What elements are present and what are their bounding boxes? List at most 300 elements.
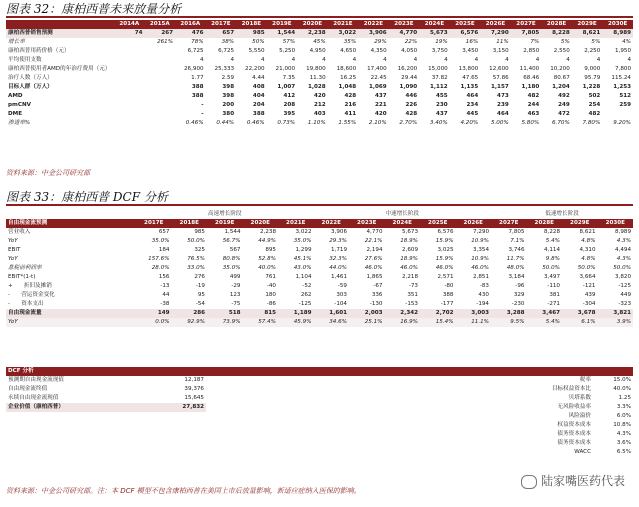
figure-33-source: 资料来源：中金公司研究部。注：本 DCF 模型不包含康柏西普在美国上市后放量影响，新适应症纳入医保的影响。 (6, 487, 361, 495)
table-cell: 27,832 (126, 403, 206, 412)
table-cell: 4 (291, 57, 296, 63)
table-row (6, 246, 633, 255)
table-cell: 预测期自由现金流现值 (8, 377, 64, 383)
table-cell: 息税前利润率 (8, 265, 42, 271)
table-cell: 10.9% (471, 238, 489, 244)
table-cell (6, 439, 126, 448)
table-cell: 2021E (278, 219, 314, 228)
table-cell: 增长率 (8, 39, 25, 45)
table-cell: 6,725 (218, 48, 235, 54)
table-cell: 3,821 (598, 309, 634, 318)
table-cell: 38% (221, 39, 235, 45)
table-cell: -80 (444, 283, 454, 289)
table-cell: 自由现金流预测 (6, 219, 136, 228)
table-cell: 482 (588, 111, 601, 117)
table-cell (126, 430, 206, 439)
table-cell: 68.46 (523, 75, 540, 81)
table-cell: 治疗人数（万人） (8, 75, 53, 81)
table-cell: 18.9% (400, 256, 418, 262)
table-cell: 303 (336, 292, 347, 298)
table-cell: -38 (160, 301, 170, 307)
table-cell: 2023E (349, 219, 385, 228)
table-cell: 1,299 (295, 247, 312, 253)
table-cell: 50.0% (187, 238, 205, 244)
table-cell: -110 (547, 283, 560, 289)
table-cell: 216 (344, 102, 357, 108)
table-cell: 57% (282, 39, 296, 45)
table-cell: 18.9% (400, 238, 418, 244)
table-cell: 7.35 (282, 75, 296, 81)
table-cell: 3,150 (492, 48, 509, 54)
table-cell: 234 (466, 102, 479, 108)
table-cell (126, 439, 206, 448)
table-cell: 115.24 (611, 75, 631, 81)
table-cell: 249 (558, 102, 570, 108)
table-cell: 329 (513, 292, 525, 298)
table-cell: 482 (527, 93, 540, 99)
table-cell: 5.00% (490, 120, 509, 126)
table-cell: -125 (298, 301, 312, 307)
table-cell: 95.79 (584, 75, 601, 81)
phase-row (6, 210, 633, 219)
table-cell: -323 (618, 301, 632, 307)
table-cell: 15.0% (613, 377, 632, 383)
table-cell: 4,650 (340, 48, 357, 54)
table-cell: 无风险收益率 (557, 404, 591, 410)
table-cell: 7,290 (472, 229, 489, 235)
table-cell: -271 (547, 301, 560, 307)
table-cell: 39,376 (184, 386, 204, 392)
table-cell: 11.30 (309, 75, 326, 81)
table-cell: 16.25 (340, 75, 357, 81)
table-cell: 7,290 (480, 29, 511, 38)
table-cell: DME (8, 111, 23, 117)
dcf-row (6, 385, 633, 394)
table-cell (206, 412, 453, 421)
table-cell: 2016A (175, 20, 206, 29)
table-cell: 7.1% (510, 238, 525, 244)
table-cell: 35.0% (293, 238, 312, 244)
table-row (6, 282, 633, 291)
table-cell (145, 101, 176, 110)
table-cell: 95 (197, 292, 205, 298)
table-cell: 2,702 (420, 309, 456, 318)
table-cell: 437 (374, 93, 387, 99)
table-cell: 254 (588, 102, 601, 108)
table-cell: 420 (313, 93, 326, 99)
table-cell: 27.6% (364, 256, 383, 262)
table-cell (126, 412, 206, 421)
table-cell: 502 (588, 93, 601, 99)
table-cell: 10.8% (613, 422, 632, 428)
table-cell: 428 (344, 93, 357, 99)
dcf-row (6, 403, 633, 412)
table-cell: 25.1% (349, 318, 385, 327)
table-cell: 204 (252, 102, 265, 108)
table-cell: 康柏西普使用者AMD的年治疗费用（元） (8, 66, 111, 72)
table-cell (6, 412, 126, 421)
table-cell: 11.7% (506, 256, 525, 262)
table-cell: 11% (496, 39, 509, 45)
table-cell (206, 448, 453, 457)
table-row (6, 110, 633, 119)
table-cell (114, 74, 145, 83)
table-cell: 2,850 (523, 48, 540, 54)
table-cell: 2,238 (259, 229, 276, 235)
table-cell: 2023E (389, 20, 420, 29)
table-cell (6, 20, 114, 29)
table-cell: 0.73% (277, 120, 296, 126)
table-cell: 2,238 (297, 29, 328, 38)
table-cell: 92.9% (172, 318, 208, 327)
table-cell: DCF 分析 (6, 367, 633, 376)
table-cell: 1,228 (582, 84, 601, 90)
table-cell: 11,400 (519, 66, 540, 72)
table-cell: 2024E (419, 20, 450, 29)
table-cell: 76.5% (187, 256, 205, 262)
table-cell: 3,820 (615, 274, 632, 280)
table-cell: -19 (195, 283, 205, 289)
table-cell: -153 (405, 301, 418, 307)
table-cell: 高速增长阶段 (136, 210, 314, 219)
table-cell: -130 (369, 301, 383, 307)
table-row (6, 119, 633, 128)
table-cell: 21,000 (275, 66, 296, 72)
table-cell: 10,200 (550, 66, 570, 72)
table-cell: 康柏西普销售预测 (6, 29, 114, 38)
table-cell (114, 65, 145, 74)
table-cell: 3,746 (508, 247, 525, 253)
table-cell: 1,180 (521, 84, 540, 90)
table-cell: 7.80% (582, 120, 601, 126)
table-cell: 35.0% (222, 265, 241, 271)
table-cell: 3,288 (491, 309, 527, 318)
table-cell: -67 (373, 283, 383, 289)
table-cell: 78% (191, 39, 204, 45)
table-row (6, 237, 633, 246)
table-cell: 9.5% (491, 318, 527, 327)
table-cell: 412 (283, 93, 296, 99)
table-cell (206, 430, 453, 439)
table-cell: 贝塔系数 (568, 395, 591, 401)
table-cell: 446 (405, 93, 418, 99)
table-cell: + 折旧及摊销 (8, 283, 52, 289)
figure-32-source: 资料来源：中金公司研究部 (6, 169, 90, 177)
table-cell: 4.20% (460, 120, 479, 126)
table-cell: 123 (229, 292, 241, 298)
table-cell: 32.3% (329, 256, 347, 262)
table-cell: 18,600 (336, 66, 357, 72)
dcf-row (6, 439, 633, 448)
table-cell: 221 (374, 102, 387, 108)
table-cell: 3,750 (431, 48, 448, 54)
table-cell: 43.0% (293, 265, 312, 271)
table-cell: 388 (191, 93, 204, 99)
table-cell: 381 (549, 292, 560, 298)
table-cell: 10.9% (471, 256, 489, 262)
table-cell: 46.0% (471, 265, 489, 271)
table-cell: 463 (527, 111, 540, 117)
table-cell: 50.0% (577, 265, 596, 271)
table-cell: YoY (8, 256, 18, 262)
figure-32-title: 图表 32：康柏西普未来放量分析 (6, 2, 633, 18)
table-cell: 7% (530, 39, 540, 45)
table-cell: 5,673 (419, 29, 450, 38)
table-cell: 262 (300, 292, 312, 298)
table-cell: 1,719 (330, 247, 347, 253)
table-cell: 16% (465, 39, 479, 45)
table-cell: 0.0% (136, 318, 172, 327)
table-cell: 2,003 (349, 309, 385, 318)
table-cell: 80.67 (553, 75, 570, 81)
table-cell: 44 (162, 292, 170, 298)
table-cell: -194 (476, 301, 489, 307)
table-cell: 3,022 (328, 29, 359, 38)
table-cell: 2029E (572, 20, 603, 29)
table-cell: 657 (206, 29, 237, 38)
table-cell: - 营运资金变化 (8, 292, 55, 298)
table-cell: 平均使用支数 (8, 57, 42, 63)
dcf-row (6, 376, 633, 385)
table-cell: - (201, 102, 204, 108)
table-cell: -96 (515, 283, 525, 289)
table-cell: 自由现金流量 (6, 309, 136, 318)
table-cell: 244 (527, 102, 540, 108)
table-cell: 3.9% (598, 318, 634, 327)
table-row (6, 65, 633, 74)
table-cell: 6,576 (450, 29, 481, 38)
table-cell: 29.3% (329, 238, 347, 244)
table-cell: 200 (222, 102, 235, 108)
dcf-summary-table (6, 367, 633, 457)
table-cell: EBIT*(1-t) (8, 274, 36, 280)
table-row (6, 309, 633, 318)
table-cell: 46.0% (400, 265, 418, 271)
table-cell: 1.10% (307, 120, 326, 126)
table-cell: 3,906 (330, 229, 347, 235)
table-cell (114, 101, 145, 110)
table-cell: WACC (574, 449, 591, 455)
table-cell: 1,104 (295, 274, 312, 280)
wechat-icon (521, 475, 537, 489)
table-cell: 3,678 (562, 309, 598, 318)
table-cell: - (201, 111, 204, 117)
table-cell: 657 (158, 229, 170, 235)
table-cell: 2,609 (401, 247, 418, 253)
table-cell: 395 (283, 111, 296, 117)
table-cell: 2,250 (584, 48, 601, 54)
table-cell: 2018E (172, 219, 208, 228)
table-cell: 渗透率% (8, 120, 31, 126)
table-cell: 157.6% (148, 256, 170, 262)
table-cell: 50% (252, 39, 265, 45)
table-cell: 473 (497, 93, 509, 99)
table-cell: 6.5% (616, 449, 632, 455)
table-cell: 0.44% (216, 120, 235, 126)
table-cell: 22% (404, 39, 418, 45)
table-cell: 464 (466, 93, 479, 99)
table-cell: 1,544 (267, 29, 298, 38)
table-cell: 4 (627, 57, 631, 63)
table-cell: 4.44 (252, 75, 265, 81)
table-cell: 518 (207, 309, 243, 318)
table-cell: 3,003 (456, 309, 492, 318)
table-cell: 8,989 (602, 29, 633, 38)
table-cell: 3,497 (543, 274, 560, 280)
table-cell: 35% (343, 39, 357, 45)
table-cell (114, 38, 145, 47)
table-cell: 437 (436, 111, 448, 117)
table-cell: 2022E (314, 219, 350, 228)
table-cell: 7,800 (614, 66, 631, 72)
table-cell: 56.7% (222, 238, 241, 244)
table-cell: 2014A (114, 20, 145, 29)
table-cell: 499 (229, 274, 241, 280)
table-cell: 2018E (236, 20, 267, 29)
table-cell: 380 (222, 111, 235, 117)
table-cell: 2,851 (472, 274, 489, 280)
table-cell: 2020E (243, 219, 279, 228)
table-cell: 29% (374, 39, 387, 45)
figure-33-title: 图表 33：康柏西普 DCF 分析 (6, 190, 633, 206)
table-cell: -75 (231, 301, 241, 307)
table-cell (145, 47, 176, 56)
table-cell: 4,950 (309, 48, 326, 54)
table-cell: 15,000 (428, 66, 448, 72)
table-cell: 52.8% (258, 256, 276, 262)
table-cell: 57.4% (243, 318, 279, 327)
table-header-row (6, 219, 633, 228)
table-cell: 5,550 (248, 48, 265, 54)
table-cell: -230 (511, 301, 525, 307)
table-cell: 低速增长阶段 (491, 210, 633, 219)
table-row (6, 92, 633, 101)
table-cell: 16.9% (385, 318, 421, 327)
table-cell: 4,114 (543, 247, 560, 253)
table-cell: 3,450 (462, 48, 479, 54)
table-cell: -121 (582, 283, 596, 289)
table-cell: -59 (337, 283, 347, 289)
table-cell: 26,900 (184, 66, 204, 72)
table-cell: 4 (566, 57, 570, 63)
table-cell: 债务资本成本 (557, 431, 591, 437)
table-cell: 债务资本成本 (557, 440, 591, 446)
table-cell: 4,310 (579, 247, 596, 253)
table-cell: 985 (236, 29, 267, 38)
table-cell: 40.0% (613, 386, 632, 392)
table-cell: 208 (283, 102, 296, 108)
table-cell (206, 439, 453, 448)
table-cell: 1.77 (191, 75, 204, 81)
table-cell: 2.10% (368, 120, 387, 126)
table-cell: -13 (160, 283, 170, 289)
table-cell: 6,725 (187, 48, 204, 54)
table-cell: 286 (172, 309, 208, 318)
table-cell: 15.9% (435, 238, 454, 244)
table-cell: 1,865 (366, 274, 383, 280)
table-cell: 2028E (527, 219, 563, 228)
table-cell: 512 (619, 93, 631, 99)
table-cell: 35.0% (151, 238, 170, 244)
table-cell: 13,800 (458, 66, 479, 72)
table-cell: 1,461 (330, 274, 347, 280)
table-cell: 48.0% (506, 265, 525, 271)
table-cell: 239 (497, 102, 509, 108)
table-cell: 4,050 (401, 48, 418, 54)
table-cell: 3.3% (616, 404, 632, 410)
table-cell: 3,354 (472, 247, 489, 253)
table-cell: 4 (200, 57, 204, 63)
table-cell: EBIT (8, 247, 21, 253)
table-row (6, 264, 633, 273)
table-cell: AMD (8, 93, 23, 99)
table-cell: 404 (252, 93, 265, 99)
table-cell: 45.1% (293, 256, 312, 262)
table-cell: 4 (230, 57, 235, 63)
table-cell: 80.8% (222, 256, 241, 262)
table-cell: 8,621 (572, 29, 603, 38)
table-cell: 1,048 (338, 84, 357, 90)
table-cell: 50.0% (613, 265, 632, 271)
table-cell: 6.70% (551, 120, 570, 126)
table-cell: 57.86 (492, 75, 509, 81)
table-cell: -52 (302, 283, 312, 289)
table-cell: 2.59 (221, 75, 235, 81)
table-cell: 2028E (541, 20, 572, 29)
sales-forecast-table (6, 20, 633, 128)
table-row (6, 300, 633, 309)
table-cell: 5,673 (401, 229, 418, 235)
table-cell (206, 385, 453, 394)
table-cell: 中速增长阶段 (314, 210, 492, 219)
table-cell: 1,007 (277, 84, 296, 90)
table-cell: 492 (558, 93, 570, 99)
table-cell (114, 119, 145, 128)
table-cell: 4 (505, 57, 509, 63)
table-cell: 261% (157, 39, 174, 45)
table-cell: 2027E (511, 20, 542, 29)
table-row (6, 273, 633, 282)
table-cell: 2020E (297, 20, 328, 29)
table-cell: 2017E (206, 20, 237, 29)
table-cell: 156 (158, 274, 170, 280)
table-cell: 1,950 (614, 48, 631, 54)
table-cell: 3,022 (295, 229, 312, 235)
table-cell (145, 92, 176, 101)
table-cell: 2025E (450, 20, 481, 29)
table-cell: 8,228 (541, 29, 572, 38)
table-cell: 5.4% (527, 318, 563, 327)
table-cell: 2015A (145, 20, 176, 29)
table-cell: 15,645 (184, 395, 204, 401)
table-cell: 7,805 (511, 29, 542, 38)
table-cell: 73.9% (207, 318, 243, 327)
table-row (6, 255, 633, 264)
table-cell: 6.0% (616, 413, 632, 419)
table-cell: 388 (191, 84, 204, 90)
table-cell: 税率 (579, 377, 591, 383)
table-cell: 449 (620, 292, 632, 298)
table-cell: -104 (334, 301, 347, 307)
table-cell: 2019E (207, 219, 243, 228)
table-cell: 4 (352, 57, 357, 63)
table-row (6, 74, 633, 83)
table-cell: 2026E (480, 20, 511, 29)
table-cell (145, 65, 176, 74)
table-cell: 12,187 (184, 377, 204, 383)
table-cell: 4.8% (581, 256, 596, 262)
table-cell (145, 110, 176, 119)
